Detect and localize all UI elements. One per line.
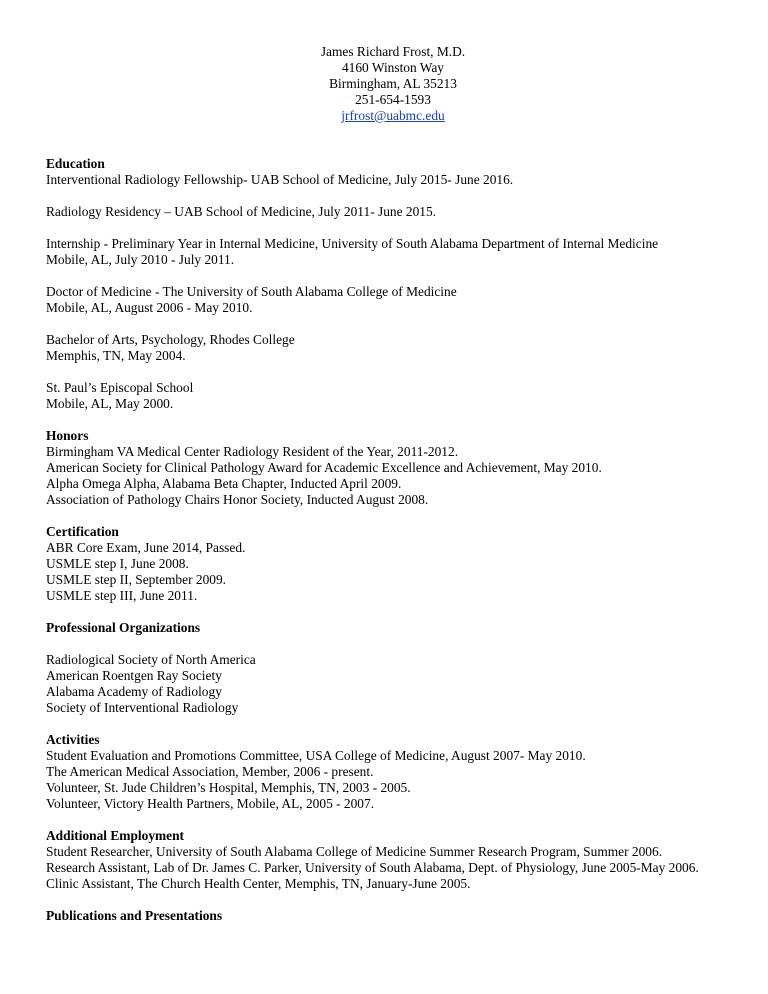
honors-section bbox=[46, 428, 761, 508]
email-link[interactable]: jrfrost@uabmc.edu bbox=[341, 108, 445, 123]
certification-section bbox=[46, 524, 761, 604]
education-line: Mobile, AL, August 2006 - May 2010. bbox=[46, 300, 253, 315]
education-line: Doctor of Medicine - The University of South Alabama College of Medicine bbox=[46, 284, 457, 299]
education-line: Mobile, AL, May 2000. bbox=[46, 396, 174, 411]
phone-number: 251-654-1593 bbox=[355, 92, 431, 107]
education-line: St. Paul’s Episcopal School bbox=[46, 380, 194, 395]
education-line: Radiology Residency – UAB School of Medicine, July 2011- June 2015. bbox=[46, 204, 437, 219]
activity-item: Volunteer, St. Jude Children’s Hospital, Memphis, TN, 2003 - 2005. bbox=[46, 780, 411, 795]
education-line: Bachelor of Arts, Psychology, Rhodes College bbox=[46, 332, 295, 347]
organization-item: Radiological Society of North America bbox=[46, 652, 256, 667]
honor-item: Birmingham VA Medical Center Radiology Resident of the Year, 2011-2012. bbox=[46, 444, 459, 459]
education-entry bbox=[46, 380, 761, 412]
honor-item: Alpha Omega Alpha, Alabama Beta Chapter, Inducted April 2009. bbox=[46, 476, 402, 491]
education-heading: Education bbox=[46, 156, 105, 171]
doctor-name: James Richard Frost, M.D. bbox=[320, 44, 466, 59]
certification-item: ABR Core Exam, June 2014, Passed. bbox=[46, 540, 246, 555]
activity-item: Student Evaluation and Promotions Committee, USA College of Medicine, August 2007- May 2010. bbox=[46, 748, 586, 763]
publications-section bbox=[46, 908, 761, 924]
organizations-section bbox=[46, 620, 761, 716]
employment-section bbox=[46, 828, 761, 892]
employment-item: Student Researcher, University of South Alabama College of Medicine Summer Research Program, Summer 2006. bbox=[46, 844, 663, 859]
organization-item: American Roentgen Ray Society bbox=[46, 668, 222, 683]
certification-item: USMLE step III, June 2011. bbox=[46, 588, 198, 603]
education-line: Mobile, AL, July 2010 - July 2011. bbox=[46, 252, 235, 267]
organization-item: Alabama Academy of Radiology bbox=[46, 684, 222, 699]
organizations-heading: Professional Organizations bbox=[46, 620, 201, 635]
resume-body bbox=[46, 156, 761, 924]
education-line: Memphis, TN, May 2004. bbox=[46, 348, 186, 363]
honors-heading: Honors bbox=[46, 428, 89, 443]
certification-item: USMLE step I, June 2008. bbox=[46, 556, 189, 571]
employment-heading: Additional Employment bbox=[46, 828, 185, 843]
education-entry bbox=[46, 236, 761, 268]
activities-heading: Activities bbox=[46, 732, 100, 747]
activity-item: Volunteer, Victory Health Partners, Mobile, AL, 2005 - 2007. bbox=[46, 796, 375, 811]
education-line: Interventional Radiology Fellowship- UAB School of Medicine, July 2015- June 2016. bbox=[46, 172, 514, 187]
publications-heading: Publications and Presentations bbox=[46, 908, 223, 923]
street-address: 4160 Winston Way bbox=[341, 60, 445, 75]
certification-item: USMLE step II, September 2009. bbox=[46, 572, 227, 587]
contact-header bbox=[0, 44, 768, 124]
education-line: Internship - Preliminary Year in Internal Medicine, University of South Alabama Department of Internal Medicine bbox=[46, 236, 659, 251]
education-entry bbox=[46, 204, 761, 220]
employment-item: Clinic Assistant, The Church Health Center, Memphis, TN, January-June 2005. bbox=[46, 876, 471, 891]
certification-heading: Certification bbox=[46, 524, 119, 539]
education-entry bbox=[46, 284, 761, 316]
education-section bbox=[46, 156, 761, 412]
education-entry bbox=[46, 172, 761, 188]
city-state-zip: Birmingham, AL 35213 bbox=[329, 76, 457, 91]
education-entry bbox=[46, 332, 761, 364]
activity-item: The American Medical Association, Member, 2006 - present. bbox=[46, 764, 374, 779]
activities-section bbox=[46, 732, 761, 812]
honor-item: American Society for Clinical Pathology Award for Academic Excellence and Achievement, May 2010. bbox=[46, 460, 602, 475]
organization-item: Society of Interventional Radiology bbox=[46, 700, 239, 715]
honor-item: Association of Pathology Chairs Honor Society, Inducted August 2008. bbox=[46, 492, 429, 507]
employment-item: Research Assistant, Lab of Dr. James C. Parker, University of South Alabama, Dept. of Physiology, June 2005-May 2006. bbox=[46, 860, 699, 875]
